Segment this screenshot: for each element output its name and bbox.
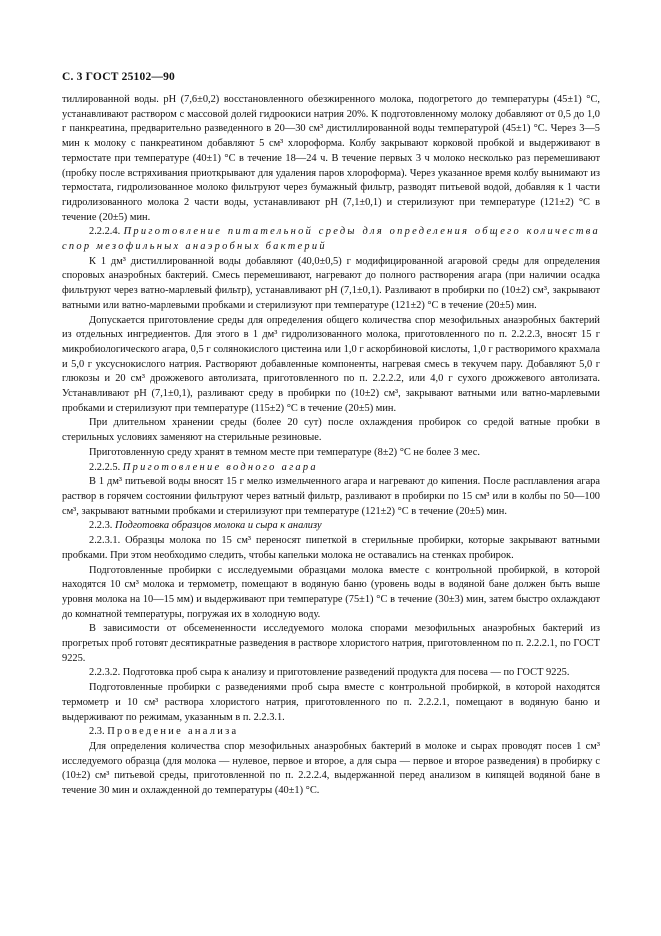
section-number: 2.2.2.5.: [89, 461, 121, 473]
paragraph: 2.2.3.2. Подготовка проб сыра к анализу и приготовление разведений продукта для посева — по ГОСТ 9225.: [89, 667, 570, 679]
paragraph: При длительном хранении среды (более 20 сут) после охлаждения пробирок со средой ватные пробки в стерильных условиях заменяют на стерильные резиновые.: [62, 417, 600, 444]
paragraph: В зависимости от обсемененности исследуемого молока спорами мезофильных анаэробных бактерий из прогретых проб готовят десятикратные разведения в растворе хлористого натрия, приготовленном по п. 2.2.2.1, по ГОСТ 9225.: [62, 623, 600, 664]
section-title: Подготовка образцов молока и сыра к анализу: [115, 520, 322, 532]
section-heading: [62, 519, 600, 534]
section-heading: [62, 461, 600, 476]
document-body: [62, 93, 600, 799]
paragraph: К 1 дм³ дистиллированной воды добавляют (40,0±0,5) г модифицированной агаровой среды для определения споровых анаэробных бактерий. Смесь перемешивают, нагревают до полного растворения агара (при наличии осадка фильтруют через ватно-марлевый фильтр), устанавливают pH (7,1±0,1). Разливают в пробирки по (10±2) см³, закрывают ватными или ватно-марлевыми пробками и стерилизуют при температуре (121±2) °С в течение (20±5) мин.: [62, 255, 600, 311]
section-title: Приготовление водного агара: [122, 461, 318, 473]
section-number: 2.2.2.4.: [89, 226, 121, 238]
paragraph: Подготовленные пробирки с исследуемыми образцами молока вместе с контрольной пробиркой, в которой находятся 10 см³ молока и термометр, помещают в водяную баню (уровень воды в водяной бане должен быть выше уровня молока на 10—15 мм) и выдерживают при температуре (75±1) °С в течение (30±3) мин, затем быстро охлаждают до комнатной температуры, погружая их в холодную воду.: [62, 564, 600, 620]
paragraph: Подготовленные пробирки с разведениями проб сыра вместе с контрольной пробиркой, в которой находятся термометр и 10 см³ раствора хлористого натрия, приготовленного по п. 2.2.2.1, помещают в водяную баню и выдерживают по режимам, указанным в п. 2.2.3.1.: [62, 682, 600, 723]
section-heading: [62, 725, 600, 740]
paragraph: Допускается приготовление среды для определения общего количества спор мезофильных анаэробных бактерий из отдельных ингредиентов. Для этого в 1 дм³ гидролизованного молока, приготовленного по п. 2.2.2.3, вносят 15 г микробиологического агара, 0,5 г солянокислого цистеина или 1,0 г аскорбиновой кислоты, 1,0 г растворимого крахмала и 5,0 г уксуснокислого натрия. Растворяют добавленные компоненты, нагревая смесь в текучем пару. Добавляют 5,0 г глюкозы и 20 см³ дрожжевого автолизата, приготовленного по п. 2.2.2.2, или 4,0 г сухого дрожжевого автолизата. Устанавливают pH (7,1±0,1), разливают среду в пробирки по (10±2) см³, закрывают ватными или ватно-марлевыми пробками и стерилизуют при температуре (115±2) °С в течение (20±5) мин.: [62, 314, 600, 414]
section-title: Проведение анализа: [107, 726, 239, 738]
section-number: 2.2.3.: [89, 520, 113, 532]
paragraph: тиллированной воды. pH (7,6±0,2) восстановленного обезжиренного молока, подогретого до температуры (45±1) °С, устанавливают раствором с массовой долей гидроокиси натрия 20%. К подготовленному молоку добавляют от 0,5 до 1,0 г панкреатина, предварительно разведенного в 20—30 см³ дистиллированной воды температурой (45±1) °С. Через 3—5 мин к молоку с панкреатином добавляют 5 см³ хлороформа. Колбу закрывают корковой пробкой и выдерживают в термостате при температуре (40±1) °С в течение 18—24 ч. В течение первых 3 ч молоко несколько раз перемешивают (пробку после встряхивания приоткрывают для удаления паров хлороформа). Через указанное время колбу вынимают из термостата, гидролизованное молоко фильтруют через бумажный фильтр, разводят питьевой водой, добавляя к 1 части гидролизованного молока 2 части воды, устанавливают pH (7,1±0,1) и стерилизуют при температуре (121±2) °С в течение (20±5) мин.: [62, 94, 600, 223]
section-heading: [62, 225, 600, 254]
page-header: С. 3 ГОСТ 25102—90: [62, 71, 175, 83]
paragraph: 2.2.3.1. Образцы молока по 15 см³ переносят пипеткой в стерильные пробирки, которые закрывают ватными пробками. При этом необходимо следить, чтобы капельки молока не оставались на стенках пробирок.: [62, 535, 600, 561]
paragraph: Для определения количества спор мезофильных анаэробных бактерий в молоке и сырах проводят посев 1 см³ исследуемого образца (для молока — нулевое, первое и второе, а для сыра — первое и второе разведения) в пробирку с (10±2) см³ питьевой среды, приготовленной по п. 2.2.2.4, выдержанной перед анализом в кипящей водяной бане в течение 30 мин и охлажденной до температуры (40±1) °С.: [62, 740, 600, 797]
section-number: 2.3.: [89, 726, 105, 738]
paragraph: Приготовленную среду хранят в темном месте при температуре (8±2) °С не более 3 мес.: [89, 446, 480, 458]
paragraph: В 1 дм³ питьевой воды вносят 15 г мелко измельченного агара и нагревают до кипения. После расплавления агара раствор в горячем состоянии фильтруют через ватный фильтр, разливают в пробирки по 15 см³ или в колбы по 50—100 см³, закрывают ватными пробками и стерилизуют при температуре (121±2) °С в течение (20±5) мин.: [62, 476, 600, 517]
section-title: Приготовление питательной среды для определения общего количества спор мезофильных анаэробных бактерий: [62, 226, 600, 253]
